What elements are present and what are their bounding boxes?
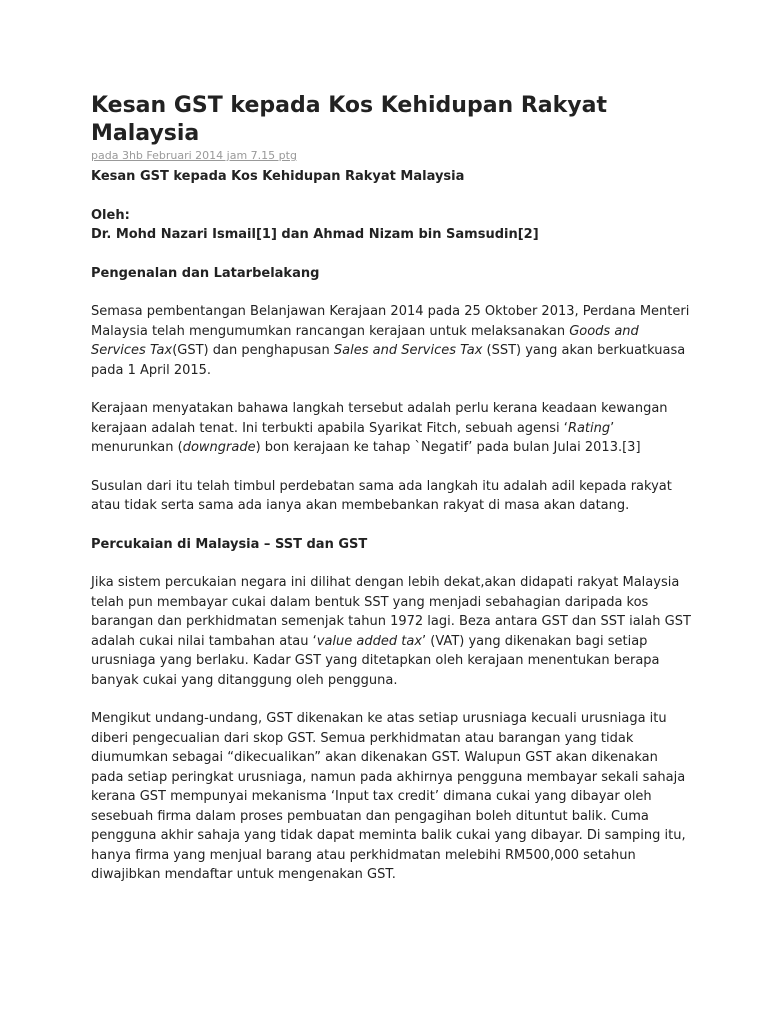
post-date-link[interactable]: pada 3hb Februari 2014 jam 7.15 ptg xyxy=(91,149,297,162)
paragraph-1-term-sst: Sales and Services Tax xyxy=(333,343,483,358)
section-heading-taxation: Percukaian di Malaysia – SST dan GST xyxy=(91,536,368,552)
paragraph-4-text-c: ’ (VAT) yang dikenakan bagi setiap urusniaga yang berlaku. Kadar GST yang ditetapkan oleh kerajaan menentukan berapa banyak cukai yang ditanggung oleh pengguna. xyxy=(91,633,660,688)
paragraph-2-text-e: ) bon kerajaan ke tahap `Negatif’ pada bulan Julai 2013.[3] xyxy=(255,440,641,455)
paragraph-4-term-vat: value added tax xyxy=(316,633,423,649)
paragraph-3: Susulan dari itu telah timbul perdebatan sama ada langkah itu adalah adil kepada rakyat atau tidak serta sama ada ianya akan membebankan rakyat di masa akan datang. xyxy=(91,478,672,513)
paragraph-4 xyxy=(91,573,691,690)
paragraph-2-term-rating: Rating xyxy=(567,420,611,436)
paragraph-1 xyxy=(91,302,691,380)
paragraph-2-term-downgrade: downgrade xyxy=(182,440,256,455)
byline-authors: Dr. Mohd Nazari Ismail[1] dan Ahmad Nizam bin Samsudin[2] xyxy=(91,227,539,242)
article-title: Kesan GST kepada Kos Kehidupan Rakyat Malaysia xyxy=(91,93,607,146)
paragraph-2 xyxy=(91,399,691,458)
paragraph-1-text-c: (GST) dan penghapusan xyxy=(172,343,334,358)
document-page xyxy=(91,92,691,885)
byline-label: Oleh: xyxy=(91,207,130,223)
paragraph-5: Mengikut undang-undang, GST dikenakan ke atas setiap urusniaga kecuali urusniaga itu diberi pengecualian dari skop GST. Semua perkhidmatan atau barangan yang tidak diumumkan sebagai “dikecualikan” akan dikenakan GST. Walupun GST akan dikenakan pada setiap peringkat urusniaga, namun pada akhirnya pengguna membayar sekali sahaja kerana GST mempunyai mekanisma ‘Input tax credit’ dimana cukai yang dibayar oleh sesebuah firma dalam proses pembuatan dan pengagihan boleh dituntut balik. Cuma pengguna akhir sahaja yang tidak dapat meminta balik cukai yang dibayar. Di samping itu, hanya firma yang menjual barang atau perkhidmatan melebihi RM500,000 setahun diwajibkan mendaftar untuk mengenakan GST. xyxy=(91,711,686,882)
article-subtitle: Kesan GST kepada Kos Kehidupan Rakyat Malaysia xyxy=(91,169,465,184)
paragraph-2-text-c: ’ menurunkan ( xyxy=(91,420,615,455)
section-heading-intro: Pengenalan dan Latarbelakang xyxy=(91,265,320,281)
paragraph-1-text-a: Semasa pembentangan Belanjawan Kerajaan 2014 pada 25 Oktober 2013, Perdana Menteri Malaysia telah mengumumkan rancangan kerajaan untuk melaksanakan xyxy=(91,304,690,339)
paragraph-1-text-e: (SST) yang akan berkuatkuasa pada 1 April 2015. xyxy=(91,343,686,378)
paragraph-1-term-gst: Goods and Services Tax xyxy=(91,323,639,358)
paragraph-2-text-a: Kerajaan menyatakan bahawa langkah tersebut adalah perlu kerana keadaan kewangan kerajaan adalah tenat. Ini terbukti apabila Syarikat Fitch, sebuah agensi ‘ xyxy=(91,401,668,436)
paragraph-4-text-a: Jika sistem percukaian negara ini dilihat dengan lebih dekat,akan didapati rakyat Malaysia telah pun membayar cukai dalam bentuk SST yang menjadi sebahagian daripada kos barangan dan perkhidmatan semenjak tahun 1972 lagi. Beza antara GST dan SST ialah GST adalah cukai nilai tambahan atau ‘ xyxy=(91,575,691,649)
